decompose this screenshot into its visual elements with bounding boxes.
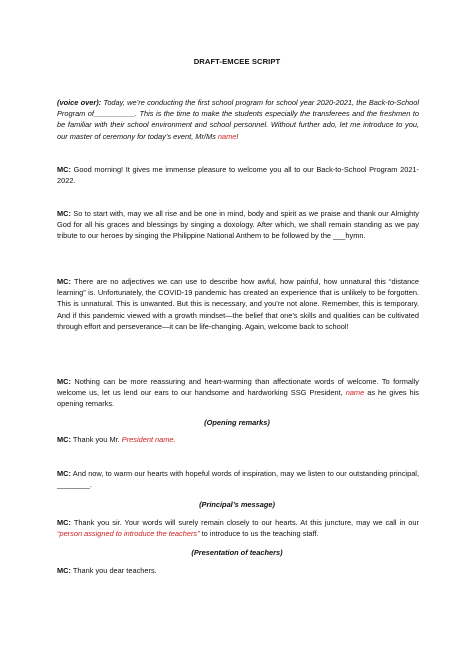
- teacher-presenter-placeholder: “person assigned to introduce the teachers”: [57, 529, 200, 539]
- mc-label: MC:: [57, 165, 71, 174]
- mc-label: MC:: [57, 209, 71, 218]
- mc-name-placeholder: name: [217, 131, 237, 141]
- mc-label: MC:: [57, 435, 71, 444]
- presentation-of-teachers-cue: (Presentation of teachers): [191, 548, 283, 557]
- mc-text: And now, to warm our hearts with hopeful words of inspiration, may we listen to our outstanding principal, ________.: [57, 469, 419, 490]
- mc-paragraph-3: [57, 276, 419, 332]
- president-name-placeholder: name: [345, 388, 365, 398]
- mc-text: There are no adjectives we can use to describe how awful, how painful, how unnatural this “distance learning” is. Unfortunately, the COVID-19 pandemic has created an experience that is unlikely to be forgotten. This is unnatural. This is unwanted. But this is necessary, and you’re not alone. Remember, this is temporary. And if this pandemic viewed with a growth mindset—the belief that one’s skills and qualities can be cultivated through effort and perseverance—it can be life-changing. Again, welcome back to school!: [57, 277, 419, 331]
- mc-paragraph-7: [57, 517, 419, 539]
- mc-text: Thank you Mr.: [70, 435, 122, 444]
- opening-remarks-cue: (Opening remarks): [204, 418, 270, 427]
- voiceover-end: !: [236, 131, 239, 141]
- mc-label: MC:: [57, 518, 71, 527]
- mc-paragraph-2: [57, 208, 419, 242]
- mc-text: as he gives his opening remarks.: [57, 388, 419, 409]
- president-name-placeholder: President name.: [121, 435, 176, 444]
- voiceover-paragraph: [57, 97, 419, 142]
- principal-message-cue: (Principal’s message): [199, 500, 275, 509]
- voiceover-text: Today, we’re conducting the first school program for school year 2020-2021, the Back-to-School Program of__________. This is the time to make the students especially the transferees and the freshmen to be familiar with their school environment and school personnel. Without further ado, let me introduce to you, our master of ceremony for today’s event, Mr/Ms: [57, 98, 419, 141]
- mc-paragraph-1: [57, 164, 419, 186]
- mc-label: MC:: [57, 377, 71, 386]
- mc-paragraph-4: [57, 376, 419, 410]
- mc-paragraph-6: [57, 468, 419, 490]
- mc-label: MC:: [57, 469, 71, 478]
- mc-text: So to start with, may we all rise and be one in mind, body and spirit as we praise and thank our Almighty God for all his graces and blessings by singing a doxology. After which, we shall remain standing as we pay tribute to our heroes by singing the Philippine National Anthem to be followed by the ___hymn.: [57, 209, 419, 241]
- mc-label: MC:: [57, 277, 71, 286]
- mc-text: to introduce to us the teaching staff.: [199, 529, 319, 539]
- mc-text: Thank you sir. Your words will surely remain closely to our hearts. At this juncture, may we call in our: [70, 518, 419, 527]
- mc-label: MC:: [57, 566, 71, 575]
- mc-paragraph-5: [57, 434, 419, 445]
- mc-paragraph-8: [57, 565, 419, 576]
- mc-text: Nothing can be more reassuring and heart-warming than affectionate words of welcome. To formally welcome us, let us lend our ears to our handsome and hardworking SSG President,: [57, 377, 419, 398]
- mc-text: Thank you dear teachers.: [70, 566, 157, 575]
- voiceover-label: (voice over):: [57, 98, 102, 107]
- document-title: DRAFT-EMCEE SCRIPT: [193, 57, 281, 66]
- mc-text: Good morning! It gives me immense pleasure to welcome you all to our Back-to-School Program 2021-2022.: [57, 165, 419, 186]
